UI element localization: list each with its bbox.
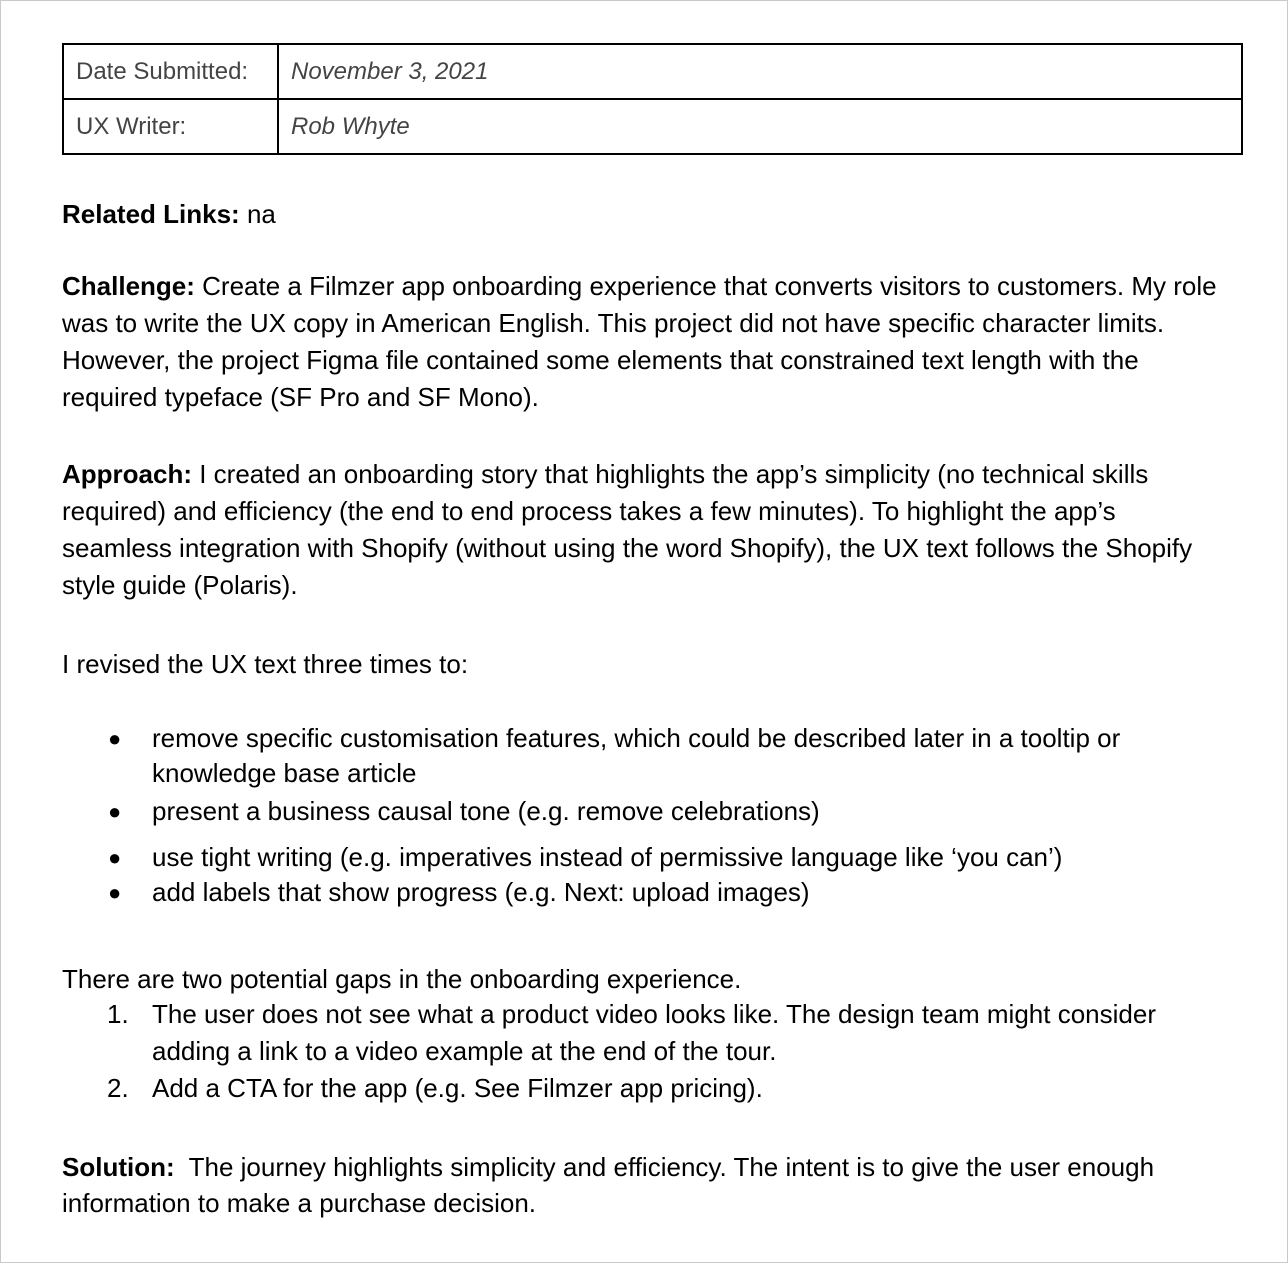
list-item — [62, 721, 1222, 791]
approach-paragraph — [62, 456, 1222, 604]
list-number: 2. — [107, 1073, 129, 1103]
table-row — [63, 44, 1242, 99]
challenge-text: Create a Filmzer app onboarding experience that converts visitors to customers. My role was to write the UX copy in American English. This project did not have specific character limits. However, the project Figma file contained some elements that constrained text length with the required typeface (SF Pro and SF Mono). — [62, 271, 1217, 412]
solution-paragraph — [62, 1149, 1222, 1221]
list-item-text: Add a CTA for the app (e.g. See Filmzer app pricing). — [152, 1073, 763, 1103]
related-links-text: na — [239, 199, 276, 229]
related-links-paragraph — [62, 196, 1222, 233]
solution-text: The journey highlights simplicity and efficiency. The intent is to give the user enough information to make a purchase decision. — [62, 1152, 1162, 1218]
list-item — [62, 875, 1222, 910]
gaps-list — [62, 996, 1222, 1107]
list-item-text: present a business causal tone (e.g. remove celebrations) — [152, 796, 820, 826]
challenge-paragraph — [62, 268, 1222, 416]
list-item — [62, 996, 1222, 1070]
list-item — [62, 794, 1222, 829]
list-item-text: add labels that show progress (e.g. Next: upload images) — [152, 877, 810, 907]
related-links-label: Related Links: — [62, 199, 240, 229]
revisions-list — [62, 721, 1222, 910]
revisions-intro: I revised the UX text three times to: — [62, 649, 469, 679]
ux-writer-label: UX Writer: — [63, 99, 278, 154]
list-item — [62, 840, 1222, 875]
date-submitted-value: November 3, 2021 — [278, 44, 1242, 99]
ux-writer-value: Rob Whyte — [278, 99, 1242, 154]
approach-text: I created an onboarding story that highlights the app’s simplicity (no technical skills required) and efficiency (the end to end process takes a few minutes). To highlight the app’s seamless integration with Shopify (without using the word Shopify), the UX text follows the Shopify style guide (Polaris). — [62, 459, 1193, 600]
submission-info-table — [62, 43, 1243, 155]
table-row — [63, 99, 1242, 154]
bullet-icon: ● — [108, 726, 122, 751]
date-submitted-label: Date Submitted: — [63, 44, 278, 99]
bullet-icon: ● — [108, 799, 122, 824]
gaps-intro: There are two potential gaps in the onboarding experience. — [62, 964, 742, 994]
list-item-text: The user does not see what a product video looks like. The design team might consider adding a link to a video example at the end of the tour. — [152, 999, 1156, 1066]
bullet-icon: ● — [108, 845, 122, 870]
list-item-text: remove specific customisation features, which could be described later in a tooltip or knowledge base article — [152, 723, 1121, 788]
bullet-icon: ● — [108, 880, 122, 905]
list-item — [62, 1070, 1222, 1107]
challenge-label: Challenge: — [62, 271, 195, 301]
list-item-text: use tight writing (e.g. imperatives instead of permissive language like ‘you can’) — [152, 842, 1063, 872]
list-number: 1. — [107, 999, 129, 1029]
approach-label: Approach: — [62, 459, 192, 489]
solution-label: Solution: — [62, 1152, 175, 1182]
